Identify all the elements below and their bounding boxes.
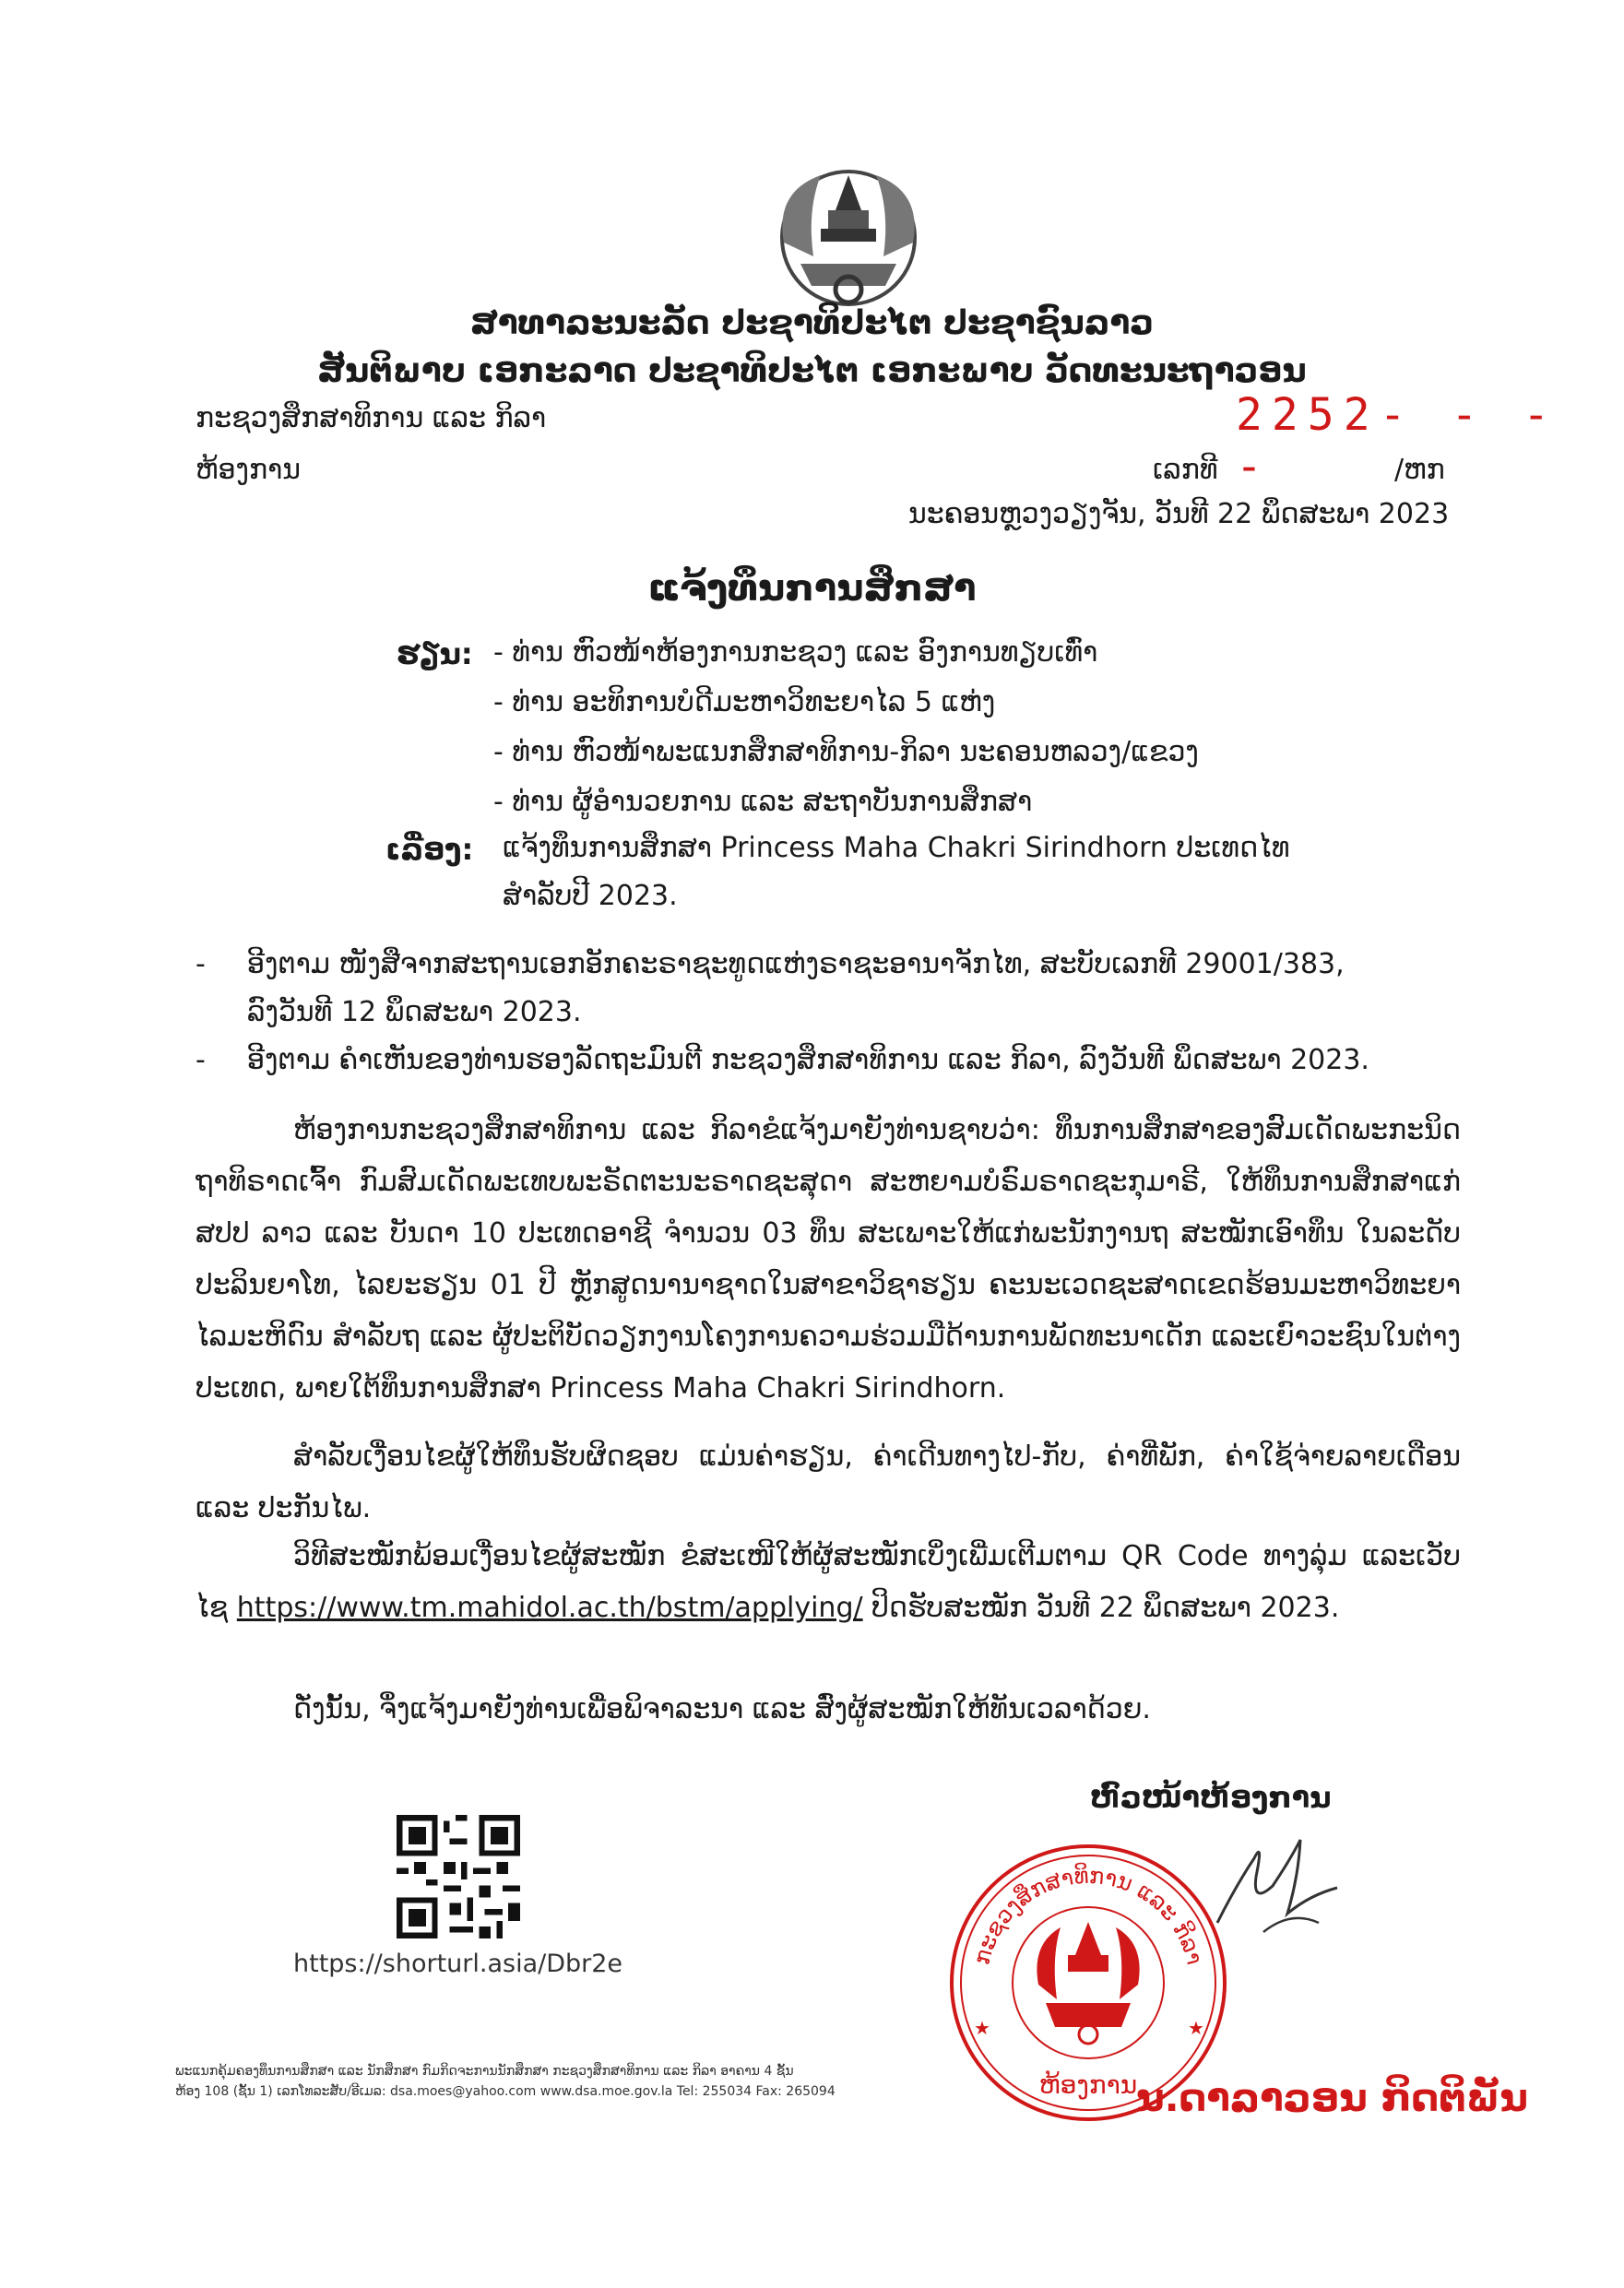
body-paragraph-4: ດັ່ງນັ້ນ, ຈຶ່ງແຈ້ງມາຍັງທ່ານເພື່ອພິຈາລະນາ ແລະ ສົ່ງຜູ້ສະໝັກໃຫ້ທັນເວລາດ້ວຍ.	[293, 1693, 1151, 1725]
reference-line: ລົງວັນທີ 12 ພຶດສະພາ 2023.	[247, 996, 582, 1028]
qr-short-url: https://shorturl.asia/Dbr2e	[293, 1950, 623, 1978]
signatory-name: ນ.ດາລາວອນ ກິດຕິພັນ	[1136, 2075, 1528, 2120]
signature-icon	[1199, 1821, 1346, 1941]
footer-line-1: ພະແນກຄຸ້ມຄອງທຶນການສຶກສາ ແລະ ນັກສຶກສາ ກົມກິດຈະການນັກສຶກສາ ກະຊວງສຶກສາທິການ ແລະ ກິລາ ອາຄານ 4 ຊັ້ນ	[175, 2064, 794, 2079]
recipient-item: - ທ່ານ ຫົວໜ້າຫ້ອງການກະຊວງ ແລະ ອົງການທຽບເທົ່າ	[493, 636, 1098, 669]
body-paragraph-3-text: ວິທີສະໝັກພ້ອມເງື່ອນໄຂຜູ້ສະໝັກ ຂໍສະເໜີໃຫ້ຜູ້ສະໝັກເບິ່ງເພີ່ມເຕີມຕາມ QR Code ທາງລຸ່ມ ແລະເວັບໄຊ	[196, 1540, 1461, 1624]
stamp-text: ກະຊວງສຶກສາທິການ ແລະ ກິລາ	[968, 1862, 1208, 1968]
subject-line-2: ສໍາລັບປີ 2023.	[503, 880, 678, 912]
signatory-title: ຫົວໜ້າຫ້ອງການ	[1090, 1780, 1332, 1815]
body-paragraph-3	[196, 1531, 1461, 1634]
body-paragraph-2: ສໍາລັບເງື່ອນໄຂຜູ້ໃຫ້ທຶນຮັບຜິດຊອບ ແມ່ນຄ່າຮຽນ, ຄ່າເດີນທາງໄປ-ກັບ, ຄ່າທີ່ພັກ, ຄ່າໃຊ້ຈ່າຍລາຍເດືອນ ແລະ ປະກັນໄພ.	[196, 1440, 1461, 1524]
svg-text:★: ★	[974, 2017, 990, 2039]
reference-line: ອີງຕາມ ໜັງສືຈາກສະຖານເອກອັກຄະຣາຊະທູດແຫ່ງຣາຊະອານາຈັກໄທ, ສະບັບເລກທີ 29001/383,	[247, 948, 1345, 980]
stamp-bottom-text: ຫ້ອງການ	[1038, 2069, 1138, 2100]
body-paragraph-3-closing: ປິດຮັບສະໝັກ ວັນທີ 22 ພຶດສະພາ 2023.	[871, 1592, 1340, 1624]
national-motto: ສັນຕິພາບ ເອກະລາດ ປະຊາທິປະໄຕ ເອກະພາບ ວັດທະນະຖາວອນ	[317, 352, 1307, 390]
footer-line-2: ຫ້ອງ 108 (ຊັ້ນ 1) ເລກໂທລະສັບ/ອີເມລ: dsa.moes@yahoo.com www.dsa.moe.gov.la Tel: 255034 Fax: 265094	[175, 2084, 836, 2099]
recipient-item: - ທ່ານ ຫົວໜ້າພະແນກສຶກສາທິການ-ກິລາ ນະຄອນຫລວງ/ແຂວງ	[493, 736, 1199, 768]
application-link[interactable]: https://www.tm.mahidol.ac.th/bstm/applying/	[236, 1592, 863, 1624]
national-emblem-icon	[756, 155, 941, 312]
reference-bullet: -	[196, 1044, 206, 1076]
country-name: ສາທາລະນະລັດ ປະຊາທິປະໄຕ ປະຊາຊົນລາວ	[469, 304, 1155, 342]
reference-bullet: -	[196, 948, 206, 980]
recipient-item: - ທ່ານ ອະທິການບໍດີມະຫາວິທະຍາໄລ 5 ແຫ່ງ	[493, 686, 996, 718]
ministry-name: ກະຊວງສຶກສາທິການ ແລະ ກິລາ	[196, 402, 547, 434]
department-name: ຫ້ອງການ	[196, 454, 302, 486]
qr-code-icon[interactable]	[397, 1815, 520, 1938]
recipients-label: ຮຽນ:	[397, 636, 473, 671]
svg-text:★: ★	[1188, 2017, 1204, 2039]
place-date: ນະຄອນຫຼວງວຽງຈັນ, ວັນທີ 22 ພຶດສະພາ 2023	[908, 498, 1450, 530]
recipient-item: - ທ່ານ ຜູ້ອໍານວຍການ ແລະ ສະຖາບັນການສຶກສາ	[493, 786, 1033, 818]
subject-line-1: ແຈ້ງທຶນການສຶກສາ Princess Maha Chakri Sirindhorn ປະເທດໄທ	[503, 832, 1290, 864]
document-number: 2252- - - -	[1236, 389, 1559, 492]
number-label: ເລກທີ	[1153, 454, 1218, 486]
reference-line: ອີງຕາມ ຄໍາເຫັນຂອງທ່ານຮອງລັດຖະມົນຕີ ກະຊວງສຶກສາທິການ ແລະ ກິລາ, ລົງວັນທີ ພຶດສະພາ 2023.	[247, 1044, 1369, 1076]
document-title: ແຈ້ງທຶນການສຶກສາ	[647, 567, 977, 610]
body-paragraph-1: ຫ້ອງການກະຊວງສຶກສາທິການ ແລະ ກິລາຂໍແຈ້ງມາຍັງທ່ານຊາບວ່າ: ທຶນການສຶກສາຂອງສົມເດັດພະກະນິດຖາທິຣາດເຈົ້າ ກົມສົມເດັດພະເທບພະຣັດຕະນະຣາດຊະສຸດາ ສະຫຍາມບໍຣົມຣາດຊະກຸມາຣີ, ໃຫ້ທຶນການສຶກສາແກ່ ສປປ ລາວ ແລະ ບັນດາ 10 ປະເທດອາຊີ ຈໍານວນ 03 ທຶນ ສະເພາະໃຫ້ແກ່ພະນັກງານຖ ສະໝັກເອົາທຶນ ໃນລະດັບ ປະລິນຍາໂທ, ໄລຍະຮຽນ 01 ປີ ຫຼັກສູດນານາຊາດໃນສາຂາວິຊາຮຽນ ຄະນະເວດຊະສາດເຂດຮ້ອນມະຫາວິທະຍາໄລມະຫິດົນ ສໍາລັບຖ ແລະ ຜູ້ປະຕິບັດວຽກງານໂຄງການຄວາມຮ່ວມມືດ້ານການພັດທະນາເດັກ ແລະເຍົາວະຊົນໃນຕ່າງປະເທດ, ພາຍໃຕ້ທຶນການສຶກສາ Princess Maha Chakri Sirindhorn.	[196, 1114, 1461, 1405]
number-suffix: /ຫກ	[1394, 454, 1445, 486]
subject-label: ເລື່ອງ:	[385, 832, 474, 867]
